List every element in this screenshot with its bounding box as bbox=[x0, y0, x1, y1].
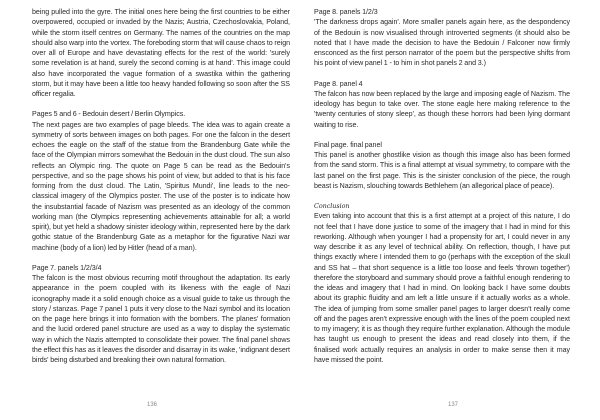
section-body-pages-5-6: The next pages are two examples of page bleeds. The idea was to again create a symmetry of sorts between images on both pages. For one the falcon in the desert echoes the eagle on the staff of the statue from the Brandenburg Gate while the face of the Olympian mirrors somewhat the Bedouin in the dust cloud. The sun also reflects an Olympic ring. The quote on Page 5 can be read as the Bedouin's perspective, and so the page shows his point of view, but added to that is his face forming from the dust cloud. The Latin, 'Spiritus Mundi', line leads to the neo-classical imagery of the Olympics poster. The use of the poster is to indicate how the insubstantial facade of Nazism was presented as an ideology of the common working man (the Olympics representing achievements attainable for all; a world spirit), but yet held a shadowy sinister ideology within, represented here by the dark gothic statue of the Brandenburg Gate as a metaphor for the figurative Nazi war machine (body of a lion) led by Hitler (head of a man). bbox=[32, 120, 290, 252]
section-heading-page-8-panel-4: Page 8. panel 4 bbox=[314, 79, 363, 88]
section-heading-final-page: Final page. final panel bbox=[314, 140, 382, 149]
section-body-final-page: This panel is another ghostlike vision as though this image also has been formed from the sand storm. This is a final attempt at visual symmetry, to compare with the last panel on the first page. This is the sinister conclusion of the piece, the rough beast is Nazism, slouching towards Bethlehem (an allegorical place of peace). bbox=[314, 151, 570, 190]
right-page-text bbox=[314, 7, 570, 365]
conclusion-body: Even taking into account that this is a first attempt at a project of this nature, I do not feel that I have done justice to some of the imagery that I had in mind for this reworking. Although when younger I had a propensity for art, I could never in any way describe it as any level of technical ability. On reflection, though, I have put things exactly where I intended them to go (perhaps with the exception of the skull and SS hat – that short sequence is a little too loose and feels 'thrown together') therefore the storyboard and summary should prove a faithful enough rendering to the ideas and imagery that I had in mind. On looking back I have some doubts about its graphic fluidity and am left a little unsure if it actually works as a whole. The idea of jumping from some smaller panel pages to larger doesn't really come off and the pages aren't expressive enough with the lines of the poem coupled next to my imagery; it is as though they require further explanation. Although the module has taught us enough to present the ideas and read closely into them, if the finalised work actually requires an analysis in order to make sense then it may have missed the point. bbox=[314, 212, 570, 364]
intro-paragraph: being pulled into the gyre. The initial ones here being the first countries to be either overpowered, occupied or invaded by the Nazis; Austria, Czechoslovakia, Poland, while the storm itself centres on Germany. The names of the countries on the map should also warp into the vortex. The foreboding storm that will cause chaos to reign over all of Europe and have devastating effects for the rest of the world: 'surely some revelation is at hand, surely the second coming is at hand'. This image could also have incorporated the vague formation of a swastika within the gathering storm, but it may have been a little too heavy handed following so soon after the SS officer regalia. bbox=[32, 8, 290, 98]
left-page-text bbox=[32, 7, 290, 365]
section-body-page-8-panels: 'The darkness drops again'. More smaller panels again here, as the despondency of the Bedouin is now visualised through introverted segments (it should also be noted that I have made the decision to have the Bedouin / Falconer now firmly ensconced as the first person narrator of the poem but the perspective shifts from his point of view panel 1 - to him in shot panels 2 and 3.) bbox=[314, 18, 570, 68]
section-body-page-7: The falcon is the most obvious recurring motif throughout the adaptation. Its early appearance in the poem coupled with its likeness with the eagle of Nazi iconography made it a solid enough choice as a visual guide to take us through the story / stanzas. Page 7 panel 1 puts it very close to the Nazi symbol and its location on the page here brings it into formation with the bombers. The planes' formation and the lucid ordered panel structure are used as a way to display the systematic way in which the Nazis attempted to consolidate their power. The final panel shows the effect this has as it leaves the disorder and disarray in its wake, 'indignant desert birds' being disturbed and breaking their own natural formation. bbox=[32, 274, 290, 364]
section-body-page-8-panel-4: The falcon has now been replaced by the large and imposing eagle of Nazism. The ideology has begun to take over. The stone eagle here making reference to the 'twenty centuries of stony sleep', as though these horrors had been lying dormant waiting to rise. bbox=[314, 89, 570, 129]
section-heading-page-8-panels: Page 8. panels 1/2/3 bbox=[314, 8, 378, 16]
conclusion-heading: Conclusion bbox=[314, 202, 350, 210]
section-heading-page-7: Page 7. panels 1/2/3/4 bbox=[32, 263, 102, 272]
page-number-right: 137 bbox=[448, 402, 459, 408]
right-page bbox=[300, 0, 600, 420]
page-number-left: 136 bbox=[147, 402, 158, 408]
section-heading-pages-5-6: Pages 5 and 6 - Bedouin desert / Berlin Olympics. bbox=[32, 110, 186, 119]
